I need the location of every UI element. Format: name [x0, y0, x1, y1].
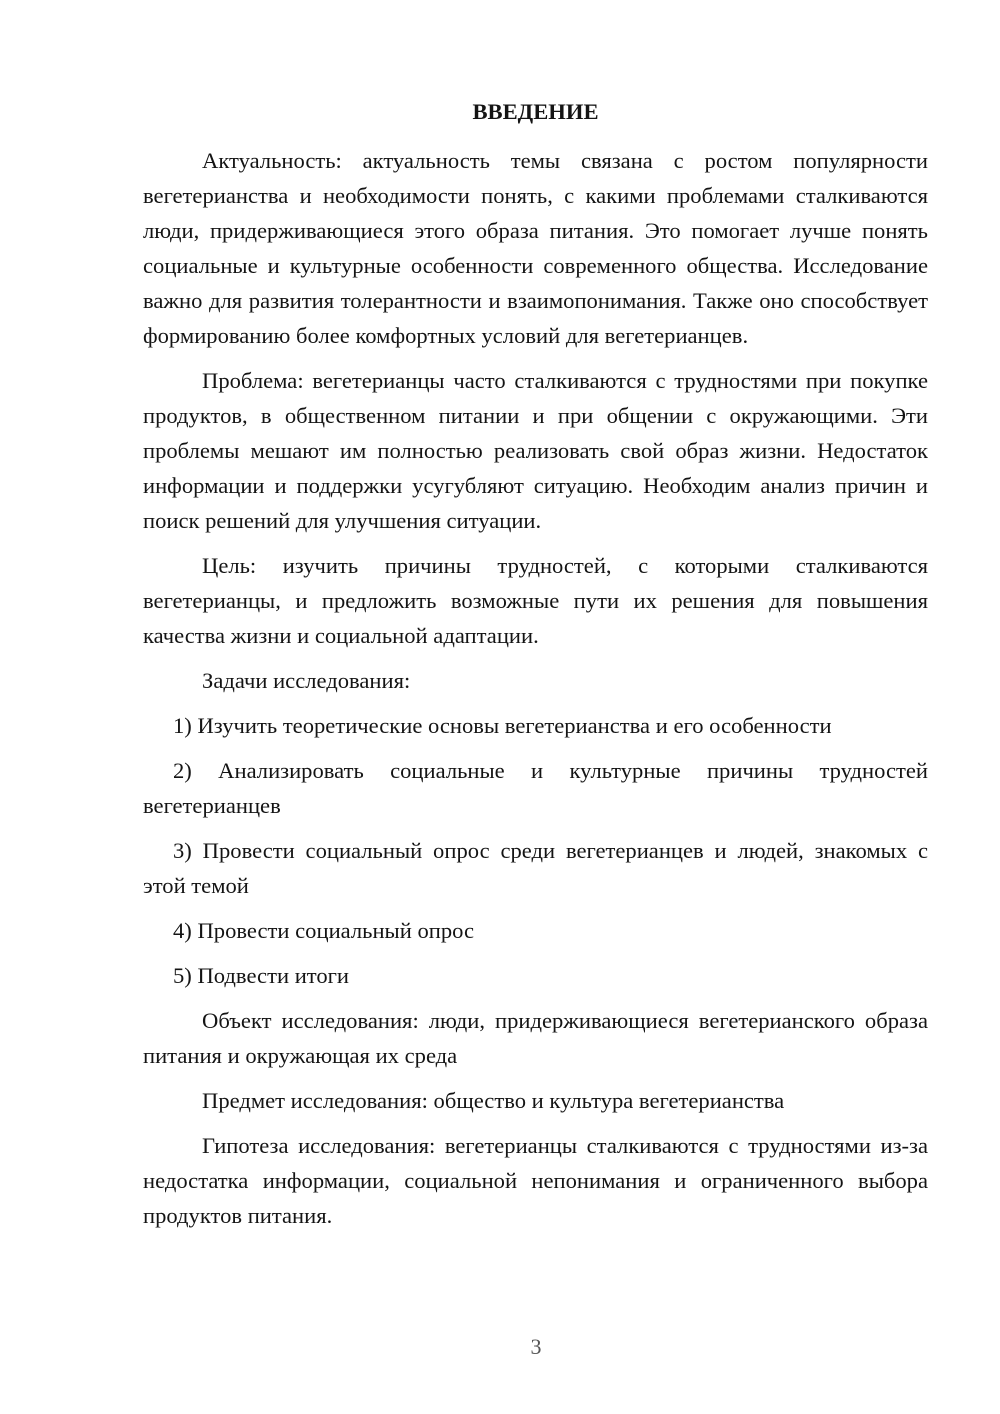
- subject-paragraph: Предмет исследования: общество и культура вегетерианства: [202, 1088, 785, 1113]
- task-item: 1) Изучить теоретические основы вегетерианства и его особенности: [173, 713, 832, 738]
- task-item: 3) Провести социальный опрос среди вегетерианцев и людей, знакомых с этой темой: [143, 838, 928, 898]
- task-item: 2) Анализировать социальные и культурные причины трудностей вегетерианцев: [143, 758, 928, 818]
- page-title: ВВЕДЕНИЕ: [472, 99, 599, 124]
- goal-paragraph: Цель: изучить причины трудностей, с которыми сталкиваются вегетерианцы, и предложить возможные пути их решения для повышения качества жизни и социальной адаптации.: [143, 553, 928, 648]
- relevance-paragraph: Актуальность: актуальность темы связана с ростом популярности вегетерианства и необходимости понять, с какими проблемами сталкиваются люди, придерживающиеся этого образа питания. Это помогает лучше понять социальные и культурные особенности современного общества. Исследование важно для развития толерантности и взаимопонимания. Также оно способствует формированию более комфортных условий для вегетерианцев.: [143, 148, 928, 348]
- problem-paragraph: Проблема: вегетерианцы часто сталкиваются с трудностями при покупке продуктов, в общественном питании и при общении с окружающими. Эти проблемы мешают им полностью реализовать свой образ жизни. Недостаток информации и поддержки усугубляют ситуацию. Необходим анализ причин и поиск решений для улучшения ситуации.: [143, 368, 928, 533]
- task-item: 4) Провести социальный опрос: [173, 918, 475, 943]
- page-number: 3: [530, 1334, 542, 1359]
- hypothesis-paragraph: Гипотеза исследования: вегетерианцы сталкиваются с трудностями из-за недостатка информации, социальной непонимания и ограниченного выбора продуктов питания.: [143, 1133, 928, 1228]
- tasks-heading: Задачи исследования:: [202, 668, 411, 693]
- page-body: [143, 94, 928, 1243]
- task-item: 5) Подвести итоги: [173, 963, 350, 988]
- object-paragraph: Объект исследования: люди, придерживающиеся вегетерианского образа питания и окружающая их среда: [143, 1008, 928, 1068]
